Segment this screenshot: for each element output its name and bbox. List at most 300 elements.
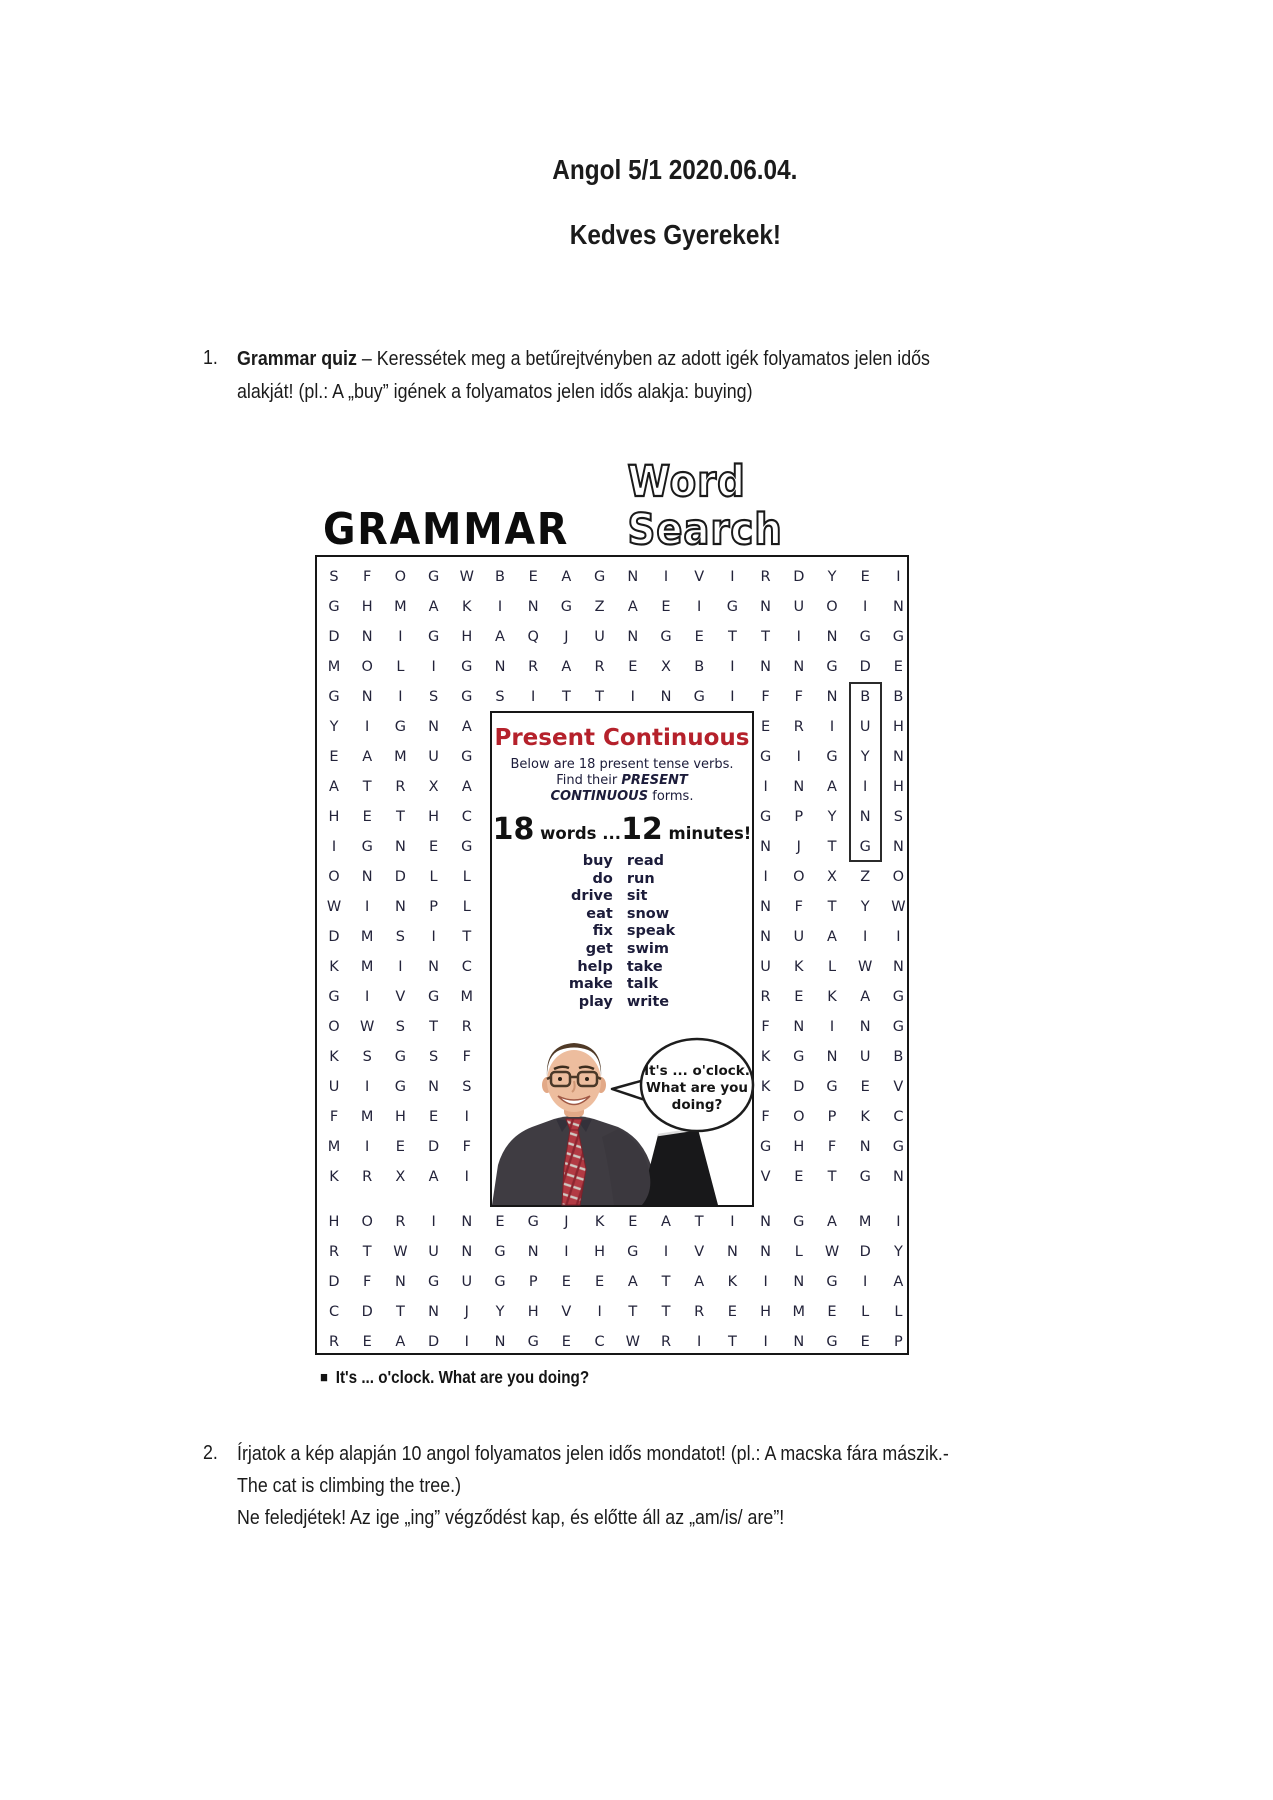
- grid-letter: J: [564, 629, 569, 645]
- grid-letter: N: [760, 659, 772, 675]
- grid-letter: B: [860, 689, 871, 705]
- grid-letter: E: [860, 1079, 870, 1095]
- grid-letter: U: [793, 599, 805, 615]
- grid-letter: I: [497, 599, 503, 615]
- grid-letter: F: [794, 689, 803, 705]
- grid-letter: J: [564, 1214, 569, 1230]
- verb-item: write: [626, 993, 670, 1010]
- grid-letter: I: [365, 899, 370, 915]
- grid-letter: E: [761, 719, 771, 735]
- verb-column-left: [569, 853, 613, 1011]
- grid-letter: G: [859, 839, 871, 855]
- grid-letter: G: [328, 599, 340, 615]
- grid-letter: I: [464, 1334, 469, 1350]
- grid-letter: N: [394, 899, 406, 915]
- grid-letter: T: [661, 1304, 671, 1320]
- grid-letter: N: [793, 659, 805, 675]
- grid-letter: U: [859, 1049, 871, 1065]
- grid-letter: O: [328, 1019, 340, 1035]
- grid-letter: E: [528, 569, 538, 585]
- grid-letter: N: [461, 1214, 473, 1230]
- grid-letter: L: [462, 899, 471, 915]
- grid-letter: G: [892, 989, 905, 1005]
- grid-letter: D: [793, 1079, 805, 1095]
- grid-letter: Y: [893, 1244, 903, 1260]
- grid-letter: H: [760, 1304, 772, 1320]
- grid-letter: N: [793, 1019, 805, 1035]
- grid-letter: G: [394, 1049, 407, 1065]
- grid-letter: H: [594, 1244, 606, 1260]
- grid-letter: R: [362, 1169, 373, 1185]
- grid-letter: D: [394, 869, 406, 885]
- grid-letter: T: [727, 1334, 737, 1350]
- grid-letter: N: [760, 929, 772, 945]
- grid-letter: A: [362, 749, 373, 765]
- grid-letter: I: [663, 569, 669, 585]
- task1-number: 1.: [203, 346, 218, 369]
- grid-letter: Z: [594, 599, 605, 615]
- grid-letter: N: [826, 1049, 838, 1065]
- grid-letter: E: [595, 1274, 605, 1290]
- grid-letter: E: [395, 1139, 405, 1155]
- grid-letter: N: [892, 599, 904, 615]
- grid-letter: N: [793, 779, 805, 795]
- grid-letter: P: [528, 1274, 538, 1290]
- grid-letter: G: [427, 629, 440, 645]
- grid-letter: W: [326, 899, 342, 915]
- grid-letter: U: [428, 1244, 439, 1260]
- grid-letter: M: [858, 1214, 872, 1230]
- instruction-inset: [490, 711, 754, 1207]
- grid-letter: T: [595, 689, 605, 705]
- grid-letter: W: [891, 899, 906, 915]
- grid-letter: N: [428, 959, 440, 975]
- grid-letter: I: [863, 779, 868, 795]
- grid-letter: G: [461, 689, 473, 705]
- grid-letter: G: [892, 1139, 905, 1155]
- grid-letter: G: [859, 629, 871, 645]
- teacher-photo: [492, 1029, 752, 1205]
- grid-letter: N: [361, 689, 373, 705]
- inset-line1: Below are 18 present tense verbs.: [510, 757, 734, 772]
- grid-letter: N: [394, 839, 406, 855]
- grid-letter: N: [428, 1304, 440, 1320]
- grid-letter: V: [395, 989, 406, 1005]
- grid-letter: R: [395, 1214, 406, 1230]
- word-search-title: Word Search: [627, 457, 783, 555]
- grid-letter: V: [561, 1304, 572, 1320]
- grid-letter: D: [859, 1244, 871, 1260]
- grid-letter: M: [394, 749, 407, 765]
- grid-letter: I: [464, 1109, 469, 1125]
- grid-letter: I: [398, 689, 403, 705]
- grid-letter: E: [362, 809, 372, 825]
- grid-letter: G: [826, 1079, 838, 1095]
- page-greeting: Kedves Gyerekek!: [569, 219, 781, 250]
- grid-letter: N: [892, 749, 904, 765]
- grid-letter: G: [361, 839, 373, 855]
- grid-letter: M: [327, 659, 341, 675]
- grid-letter: N: [859, 1019, 871, 1035]
- grid-letter: I: [730, 569, 735, 585]
- grid-letter: A: [827, 1214, 837, 1230]
- grid-letter: N: [361, 869, 373, 885]
- grid-letter: E: [628, 659, 638, 675]
- verb-item: do: [592, 870, 613, 887]
- grid-letter: G: [494, 1274, 506, 1290]
- grid-letter: K: [594, 1214, 605, 1230]
- grid-letter: D: [428, 1139, 440, 1155]
- grid-letter: N: [892, 959, 904, 975]
- grammar-title: GRAMMAR: [323, 504, 570, 555]
- grid-letter: M: [360, 959, 374, 975]
- grid-letter: R: [694, 1304, 705, 1320]
- grid-letter: T: [362, 779, 372, 795]
- verb-item: speak: [626, 923, 676, 940]
- grid-letter: G: [527, 1214, 539, 1230]
- grid-letter: N: [892, 1169, 904, 1185]
- grid-letter: I: [896, 929, 901, 945]
- task1-line2: alakját! (pl.: A „buy” igének a folyamatos jelen idős alakja: buying): [237, 380, 753, 403]
- grid-letter: B: [694, 659, 705, 675]
- grid-letter: T: [462, 929, 472, 945]
- grid-letter: K: [827, 989, 837, 1005]
- grid-letter: R: [528, 659, 539, 675]
- grid-letter: G: [826, 1334, 838, 1350]
- grid-letter: M: [460, 989, 474, 1005]
- grid-letter: G: [759, 809, 772, 825]
- verb-item: fix: [592, 923, 613, 940]
- grid-letter: I: [863, 929, 868, 945]
- grid-letter: E: [628, 1214, 638, 1230]
- verb-item: run: [626, 870, 655, 887]
- grid-letter: T: [694, 1214, 704, 1230]
- verb-list: [492, 853, 752, 1011]
- grid-letter: N: [859, 809, 871, 825]
- grid-letter: G: [627, 1244, 639, 1260]
- grid-letter: G: [427, 569, 440, 585]
- grid-letter: N: [826, 629, 838, 645]
- grid-letter: U: [328, 1079, 340, 1095]
- grid-letter: K: [794, 959, 804, 975]
- task2-line3: Ne feledjétek! Az ige „ing” végződést kap, és előtte áll az „am/is/ are”!: [237, 1506, 785, 1529]
- grid-letter: I: [896, 569, 901, 585]
- grid-letter: E: [561, 1274, 571, 1290]
- grid-letter: H: [328, 1214, 340, 1230]
- grid-letter: A: [694, 1274, 705, 1290]
- grid-letter: I: [630, 689, 635, 705]
- grid-letter: J: [464, 1304, 469, 1320]
- grid-letter: K: [329, 1169, 339, 1185]
- verb-item: make: [568, 976, 613, 993]
- grid-letter: I: [896, 1214, 901, 1230]
- grid-letter: X: [395, 1169, 406, 1185]
- grid-caption: [320, 1367, 589, 1388]
- inset-title: Present Continuous: [494, 725, 750, 751]
- grid-letter: E: [860, 569, 870, 585]
- grid-letter: G: [726, 599, 739, 615]
- verb-column-right: [627, 853, 675, 1011]
- grid-letter: T: [827, 1169, 837, 1185]
- grid-letter: N: [394, 1274, 406, 1290]
- grid-letter: Y: [495, 1304, 505, 1320]
- grid-letter: I: [398, 629, 403, 645]
- grid-letter: D: [328, 1274, 340, 1290]
- grid-letter: N: [892, 839, 904, 855]
- verb-item: swim: [626, 940, 669, 957]
- grid-letter: I: [763, 869, 768, 885]
- task1-line1: Grammar quiz – Keressétek meg a betűrejtvényben az adott igék folyamatos jelen idős: [237, 347, 930, 370]
- grid-letter: N: [760, 599, 772, 615]
- grid-letter: R: [760, 989, 771, 1005]
- verb-item: eat: [586, 905, 613, 922]
- grid-letter: N: [760, 1214, 772, 1230]
- grid-letter: A: [627, 1274, 638, 1290]
- grid-letter: P: [794, 809, 804, 825]
- grid-letter: F: [462, 1049, 471, 1065]
- grid-letter: R: [328, 1244, 340, 1260]
- grid-letter: G: [461, 749, 473, 765]
- grid-letter: H: [892, 779, 904, 795]
- grid-letter: G: [859, 1169, 871, 1185]
- grid-letter: C: [893, 1109, 904, 1125]
- grid-letter: L: [396, 659, 405, 675]
- grid-letter: G: [826, 659, 838, 675]
- grid-letter: S: [329, 569, 339, 585]
- grid-letter: I: [863, 599, 868, 615]
- grid-letter: K: [462, 599, 472, 615]
- grid-letter: U: [461, 1274, 473, 1290]
- grid-letter: N: [494, 659, 506, 675]
- grid-letter: A: [627, 599, 638, 615]
- grid-letter: K: [760, 1049, 771, 1065]
- grid-letter: T: [761, 629, 771, 645]
- bubble-line-1: It's ... o'clock.: [644, 1063, 750, 1079]
- task2-number: 2.: [203, 1441, 218, 1464]
- grid-letter: I: [365, 1139, 370, 1155]
- grid-letter: A: [495, 629, 505, 645]
- grid-letter: I: [697, 1334, 702, 1350]
- grid-letter: S: [893, 809, 903, 825]
- grid-letter: H: [793, 1139, 805, 1155]
- grid-letter: H: [527, 1304, 539, 1320]
- grid-letter: E: [329, 749, 339, 765]
- grid-letter: E: [429, 1109, 439, 1125]
- grid-letter: E: [362, 1334, 372, 1350]
- grid-letter: G: [826, 749, 838, 765]
- grid-letter: W: [360, 1019, 375, 1035]
- grid-letter: H: [394, 1109, 406, 1125]
- grid-letter: E: [495, 1214, 505, 1230]
- grid-letter: H: [892, 719, 904, 735]
- grid-letter: N: [627, 569, 639, 585]
- grid-letter: H: [461, 629, 473, 645]
- verb-item: take: [626, 958, 663, 975]
- grid-letter: F: [462, 1139, 471, 1155]
- grid-letter: G: [759, 749, 772, 765]
- inset-instructions: [492, 757, 752, 805]
- grid-letter: K: [760, 1079, 771, 1095]
- grid-letter: C: [594, 1334, 605, 1350]
- grid-letter: I: [431, 1214, 436, 1230]
- grid-letter: G: [759, 1139, 772, 1155]
- grid-letter: I: [431, 929, 436, 945]
- grid-letter: A: [561, 569, 572, 585]
- grid-letter: D: [859, 659, 871, 675]
- grid-letter: I: [730, 689, 735, 705]
- grid-letter: M: [394, 599, 407, 615]
- grid-letter: L: [794, 1244, 803, 1260]
- grid-letter: G: [494, 1244, 506, 1260]
- grid-letter: A: [428, 1169, 439, 1185]
- grid-letter: S: [428, 1049, 439, 1065]
- grid-letter: N: [859, 1139, 871, 1155]
- grid-letter: U: [793, 929, 805, 945]
- grid-letter: F: [363, 1274, 372, 1290]
- grid-letter: M: [360, 929, 374, 945]
- grid-letter: W: [824, 1244, 840, 1260]
- grid-letter: A: [827, 779, 837, 795]
- grid-letter: E: [694, 629, 704, 645]
- grid-letter: W: [625, 1334, 640, 1350]
- grid-letter: C: [461, 959, 472, 975]
- grid-letter: G: [826, 1274, 838, 1290]
- grid-letter: A: [860, 989, 871, 1005]
- grid-letter: S: [362, 1049, 372, 1065]
- grid-letter: N: [527, 1244, 539, 1260]
- grid-letter: I: [398, 959, 403, 975]
- grid-letter: U: [594, 629, 605, 645]
- grid-letter: Y: [827, 809, 837, 825]
- grid-letter: G: [693, 689, 705, 705]
- page-title: Angol 5/1 2020.06.04.: [552, 154, 798, 185]
- grid-letter: I: [365, 989, 370, 1005]
- grid-letter: I: [431, 659, 436, 675]
- grid-letter: X: [428, 779, 439, 795]
- grid-letter: I: [597, 1304, 602, 1320]
- grid-letter: D: [428, 1334, 440, 1350]
- grid-letter: T: [429, 1019, 439, 1035]
- grid-letter: V: [893, 1079, 904, 1095]
- grid-letter: R: [793, 719, 804, 735]
- grid-letter: O: [892, 869, 905, 885]
- grid-letter: F: [329, 1109, 339, 1125]
- grid-letter: G: [527, 1334, 539, 1350]
- grid-letter: A: [661, 1214, 671, 1230]
- bubble-line-3: doing?: [671, 1097, 723, 1113]
- grid-letter: N: [793, 1334, 805, 1350]
- grid-letter: I: [663, 1244, 669, 1260]
- grid-letter: X: [661, 659, 671, 675]
- grid-letter: H: [328, 809, 340, 825]
- grid-letter: T: [628, 1304, 638, 1320]
- grid-letter: Y: [329, 719, 339, 735]
- grid-letter: O: [361, 659, 373, 675]
- grid-letter: I: [763, 1334, 768, 1350]
- grid-letter: D: [361, 1304, 373, 1320]
- grid-letter: F: [761, 1109, 770, 1125]
- grid-letter: G: [427, 1274, 440, 1290]
- grid-letter: K: [329, 959, 339, 975]
- speech-bubble: [612, 1039, 753, 1131]
- grid-letter: D: [328, 929, 340, 945]
- grid-letter: R: [328, 1334, 340, 1350]
- grid-letter: Y: [827, 569, 837, 585]
- grid-letter: I: [730, 1214, 735, 1230]
- grid-letter: B: [495, 569, 505, 585]
- grid-letter: S: [495, 689, 505, 705]
- grid-letter: M: [327, 1139, 341, 1155]
- grid-letter: A: [428, 599, 439, 615]
- grid-letter: O: [793, 869, 805, 885]
- task2-line2: The cat is climbing the tree.): [237, 1474, 462, 1497]
- grid-letter: N: [660, 689, 672, 705]
- grid-letter: K: [860, 1109, 870, 1125]
- grid-letter: C: [461, 809, 472, 825]
- grid-letter: G: [461, 839, 473, 855]
- wordsearch-heading: [315, 457, 909, 555]
- grid-letter: N: [527, 599, 539, 615]
- grid-letter: E: [794, 1169, 804, 1185]
- grid-letter: Y: [860, 899, 870, 915]
- verb-item: talk: [626, 976, 659, 993]
- grid-letter: G: [892, 629, 905, 645]
- grid-letter: E: [794, 989, 804, 1005]
- grid-letter: I: [829, 719, 835, 735]
- grid-letter: O: [793, 1109, 805, 1125]
- task1-lead: Grammar quiz: [237, 347, 357, 370]
- grid-letter: R: [461, 1019, 472, 1035]
- verb-item: read: [626, 853, 664, 869]
- grid-letter: I: [464, 1169, 469, 1185]
- verb-item: drive: [571, 888, 613, 905]
- grid-letter: D: [328, 629, 340, 645]
- verb-item: get: [585, 940, 613, 957]
- grid-letter: V: [694, 569, 705, 585]
- grid-letter: T: [561, 689, 571, 705]
- wordsearch-grid: [315, 555, 909, 1355]
- grid-letter: P: [827, 1109, 837, 1125]
- folder: [640, 1129, 718, 1205]
- grid-letter: F: [761, 1019, 770, 1035]
- grid-letter: D: [793, 569, 805, 585]
- grid-letter: I: [796, 749, 801, 765]
- grid-letter: U: [760, 959, 771, 975]
- grid-letter: T: [395, 809, 405, 825]
- grid-letter: P: [894, 1334, 903, 1350]
- grid-letter: Y: [860, 749, 870, 765]
- grid-letter: W: [459, 569, 474, 585]
- grid-letter: N: [760, 839, 772, 855]
- grid-letter: R: [660, 1334, 672, 1350]
- grid-letter: R: [594, 659, 605, 675]
- grid-letter: G: [394, 719, 407, 735]
- grid-letter: I: [796, 629, 801, 645]
- grid-letter: A: [827, 929, 837, 945]
- grid-letter: G: [560, 599, 573, 615]
- verb-item: play: [578, 993, 613, 1010]
- grid-letter: G: [461, 659, 473, 675]
- grid-letter: I: [763, 779, 768, 795]
- grid-letter: G: [593, 569, 606, 585]
- grid-letter: N: [826, 689, 838, 705]
- challenge-line: 18 words ...12 minutes!: [492, 812, 752, 847]
- grid-letter: L: [462, 869, 471, 885]
- grid-letter: L: [827, 959, 837, 975]
- grid-letter: G: [394, 1079, 407, 1095]
- grid-letter: I: [697, 599, 702, 615]
- inset-line3: CONTINUOUS forms.: [550, 789, 694, 804]
